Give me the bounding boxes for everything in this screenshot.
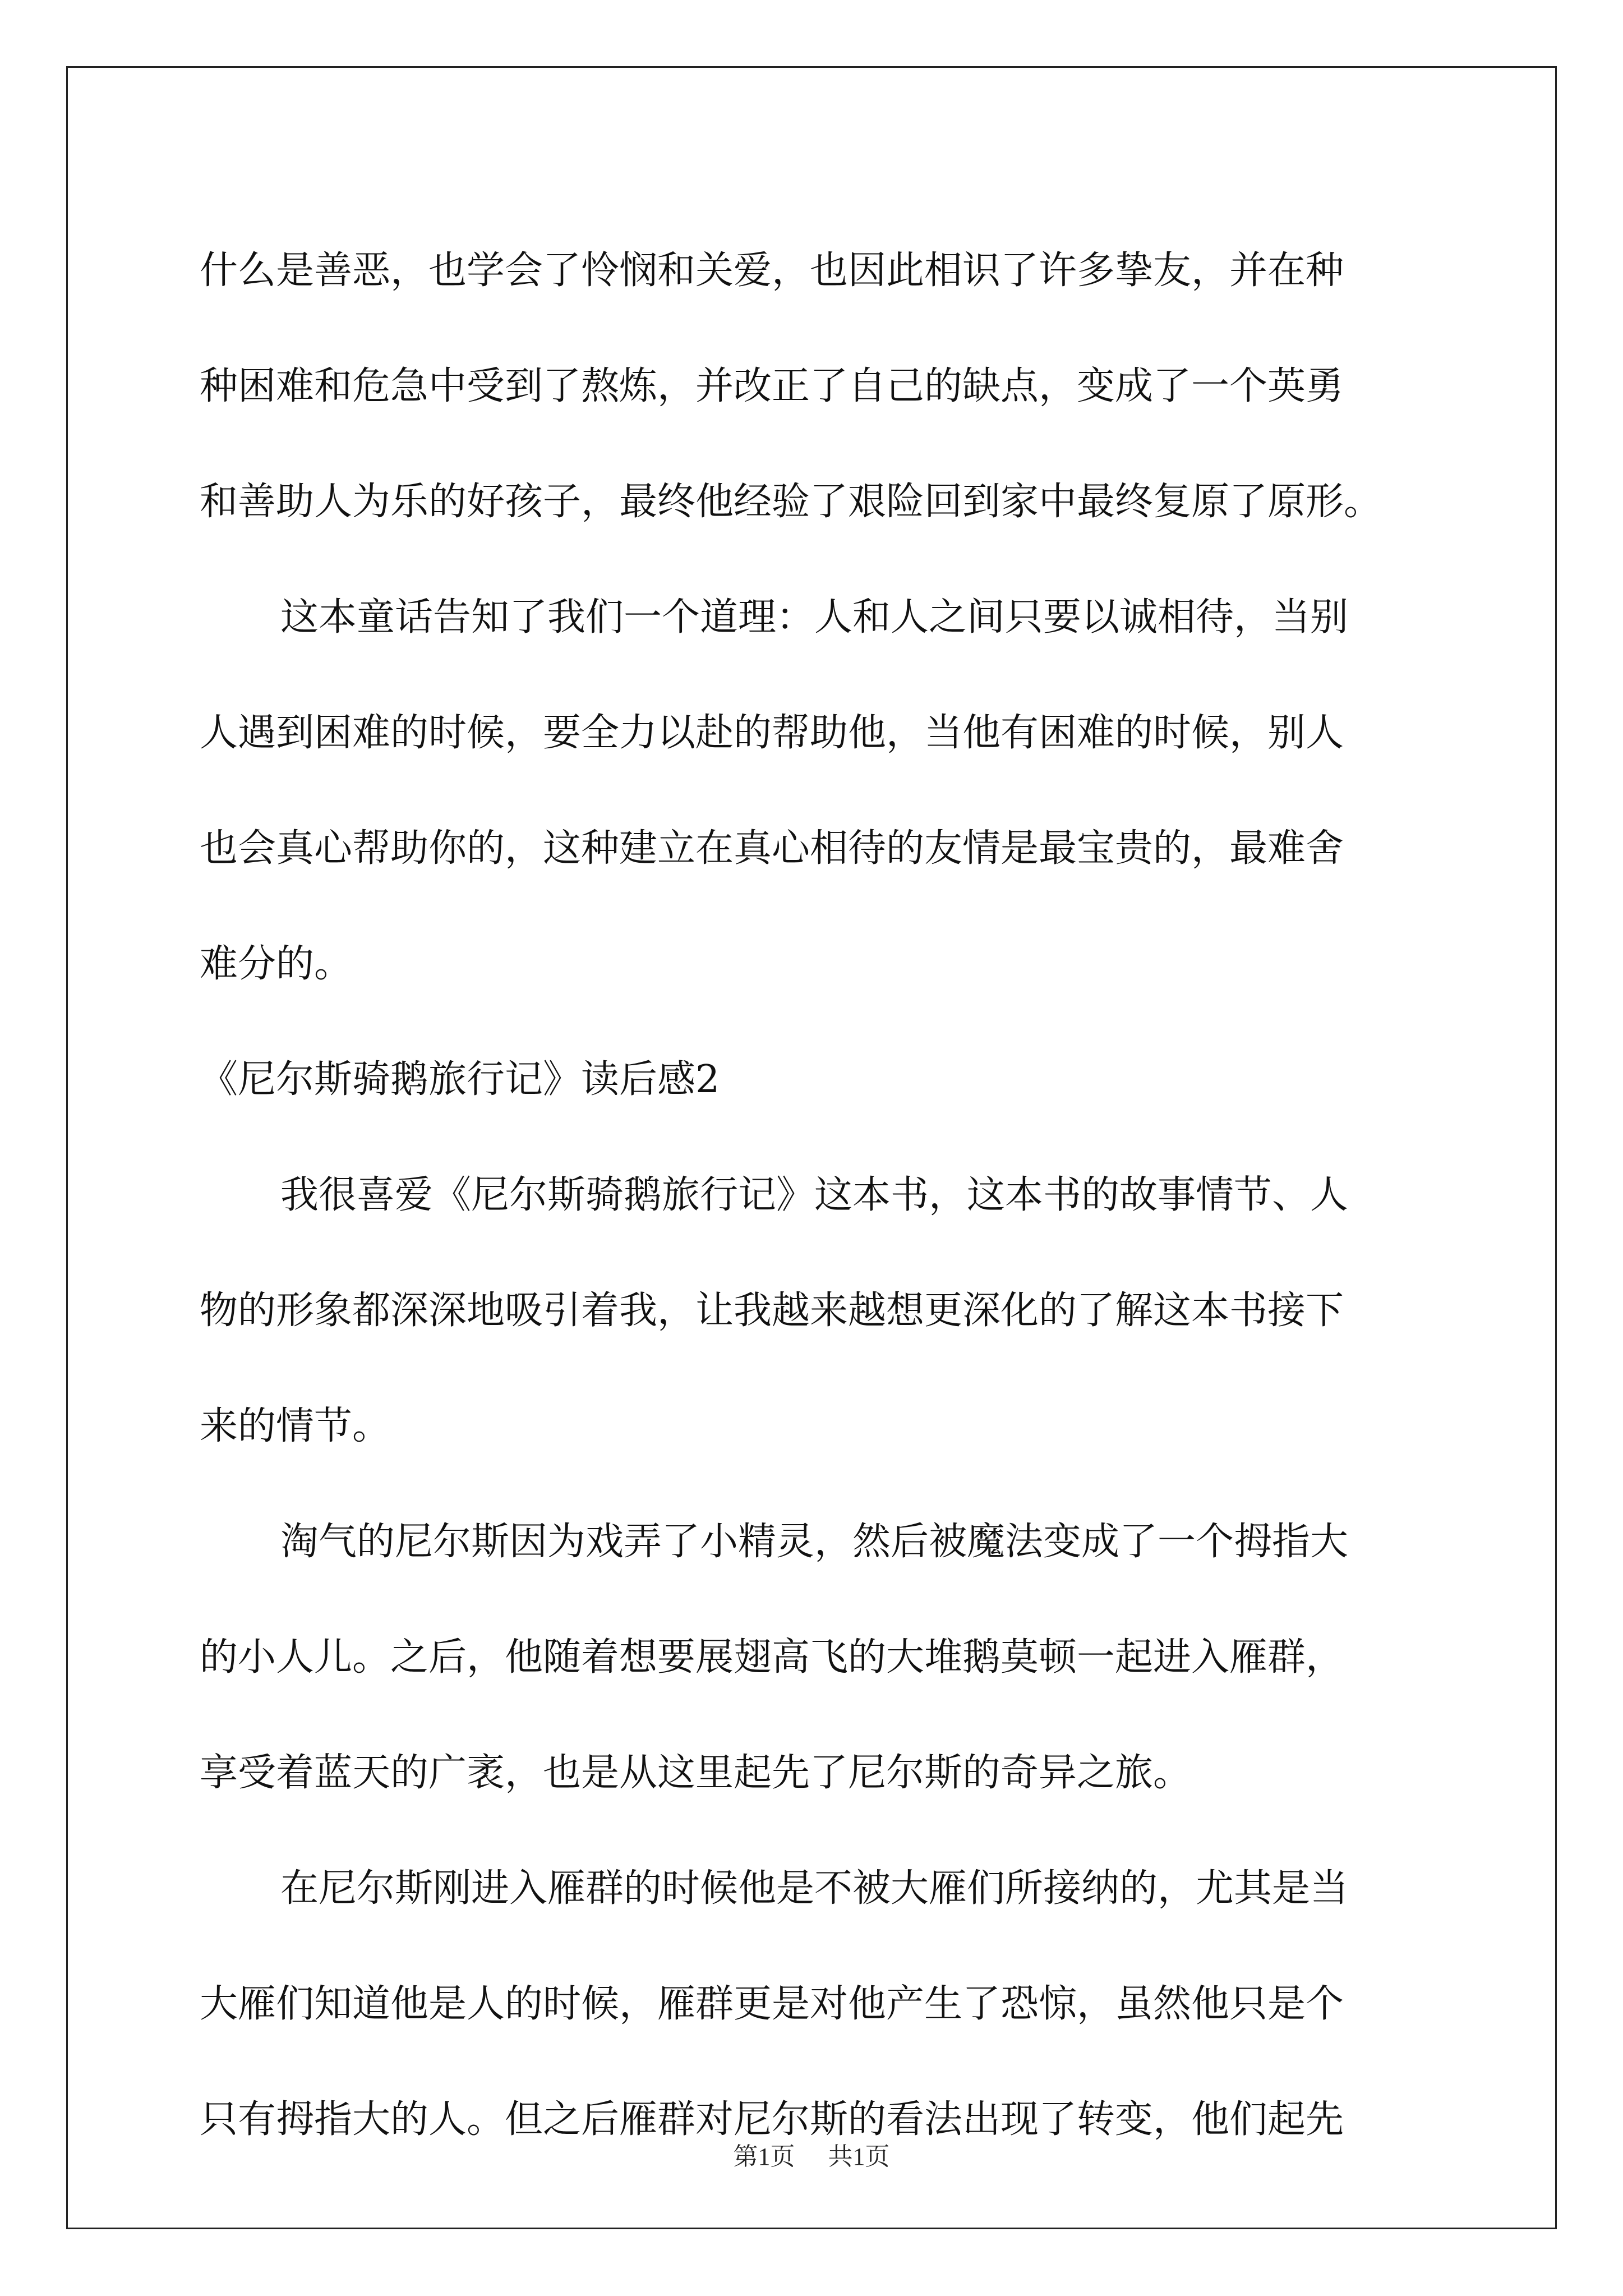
text-line-5: 人遇到困难的时候，要全力以赴的帮助他，当他有困难的时候，别人 (200, 711, 1344, 755)
text-line-9: 我很喜爱《尼尔斯骑鹅旅行记》这本书，这本书的故事情节、人 (280, 1173, 1349, 1217)
text-line-6: 也会真心帮助你的，这种建立在真心相待的友情是最宝贵的，最难舍 (200, 826, 1344, 871)
text-line-4: 这本童话告知了我们一个道理：人和人之间只要以诚相待，当别 (280, 595, 1349, 639)
text-line-16: 大雁们知道他是人的时候，雁群更是对他产生了恐惊，虽然他只是个 (200, 1982, 1344, 2026)
section-heading: 《尼尔斯骑鹅旅行记》读后感2 (200, 1057, 720, 1102)
text-line-12: 淘气的尼尔斯因为戏弄了小精灵，然后被魔法变成了一个拇指大 (280, 1520, 1349, 1564)
text-line-13: 的小人儿。之后，他随着想要展翅高飞的大堆鹅莫顿一起进入雁群， (200, 1635, 1344, 1680)
text-line-1: 什么是善恶，也学会了怜悯和关爱，也因此相识了许多挚友，并在种 (200, 249, 1344, 293)
text-line-10: 物的形象都深深地吸引着我，让我越来越想更深化的了解这本书接下 (200, 1289, 1344, 1333)
text-line-17: 只有拇指大的人。但之后雁群对尼尔斯的看法出现了转变，他们起先 (200, 2097, 1344, 2142)
page-footer (0, 2136, 1623, 2172)
text-line-15: 在尼尔斯刚进入雁群的时候他是不被大雁们所接纳的，尤其是当 (280, 1866, 1349, 1911)
text-line-3: 和善助人为乐的好孩子，最终他经验了艰险回到家中最终复原了原形。 (200, 480, 1382, 524)
text-line-7: 难分的。 (200, 942, 353, 986)
text-line-11: 来的情节。 (200, 1404, 391, 1448)
text-line-2: 种困难和危急中受到了熬炼，并改正了自己的缺点，变成了一个英勇 (200, 364, 1344, 408)
page-total: 共1页 (828, 2143, 890, 2170)
text-line-14: 享受着蓝天的广袤，也是从这里起先了尼尔斯的奇异之旅。 (200, 1751, 1192, 1795)
page-number: 第1页 (733, 2143, 795, 2170)
document-body (200, 213, 1422, 2178)
